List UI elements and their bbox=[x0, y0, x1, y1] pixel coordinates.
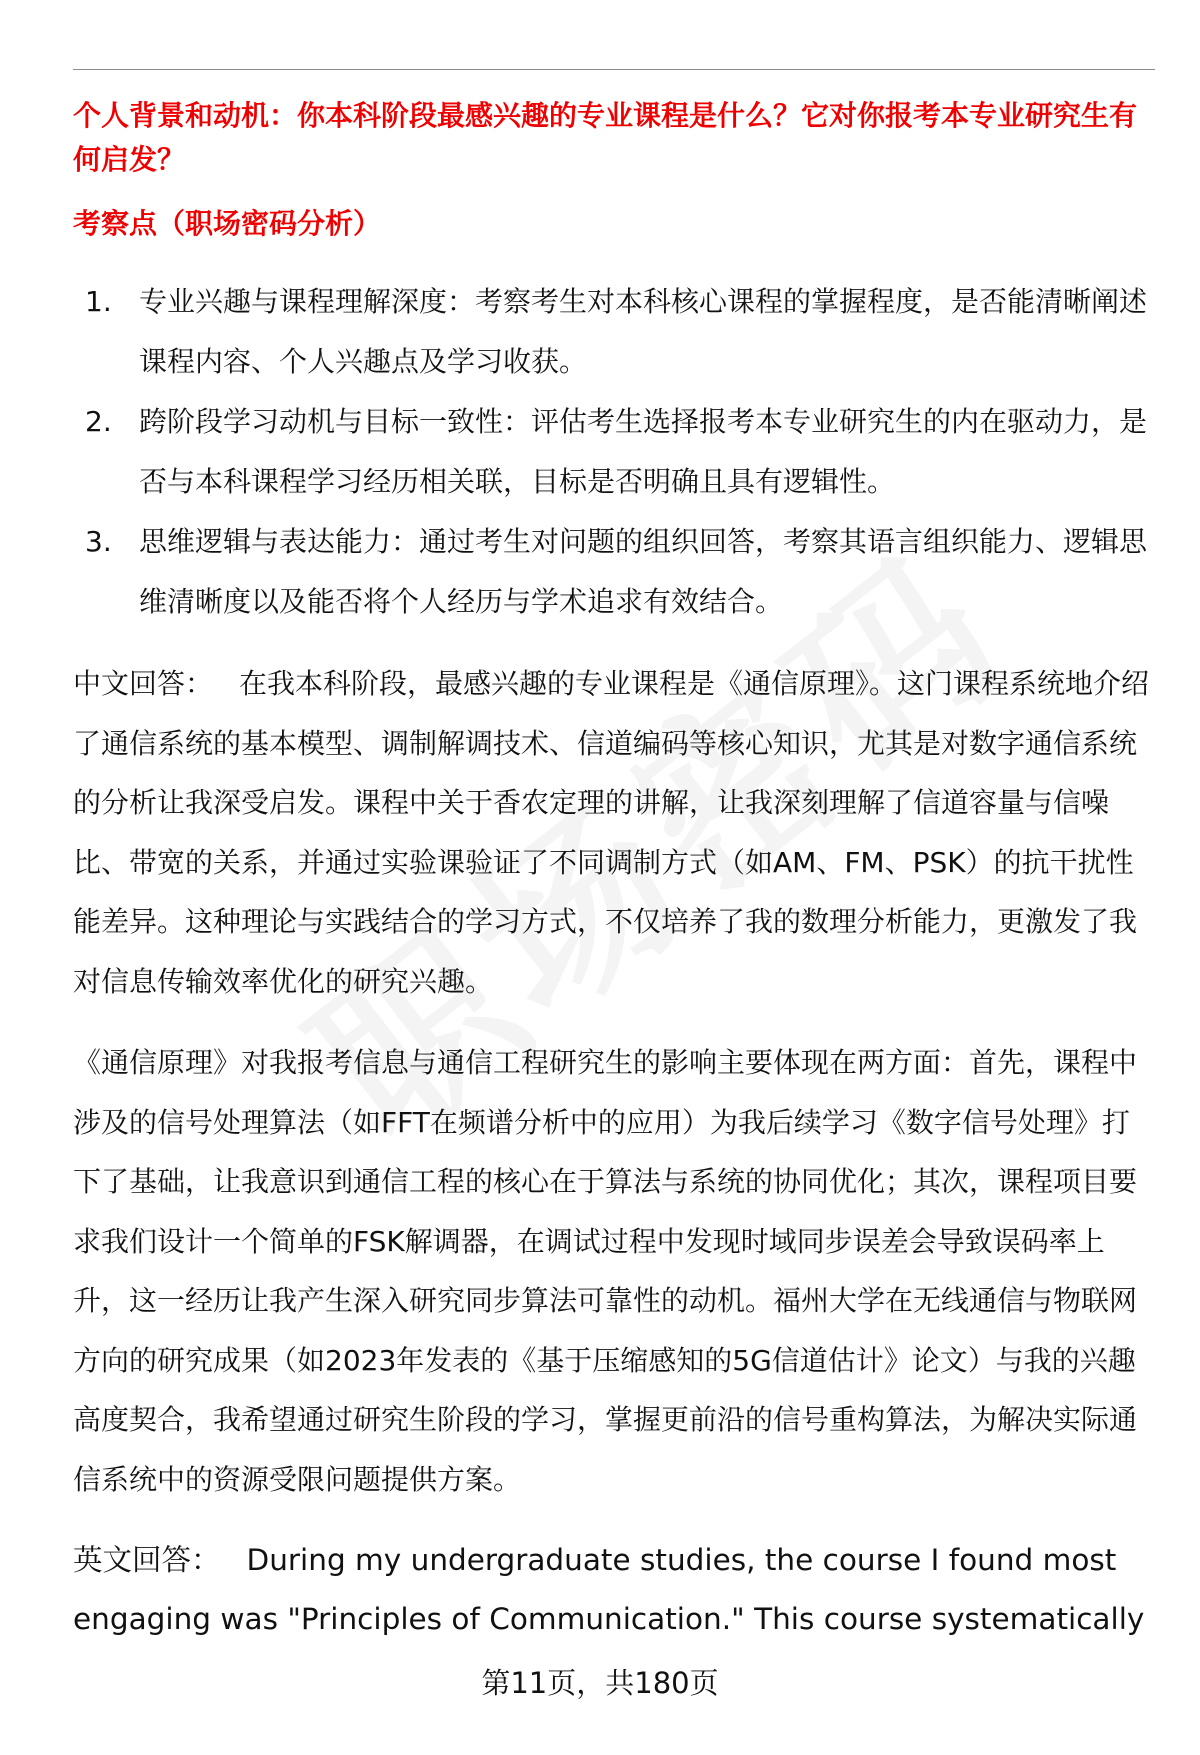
english-answer-paragraph bbox=[73, 1531, 1155, 1649]
assessment-points-list bbox=[73, 272, 1155, 632]
list-item bbox=[73, 272, 1155, 392]
english-answer-label: 英文回答： bbox=[73, 1543, 221, 1577]
list-item bbox=[73, 512, 1155, 632]
header-divider bbox=[73, 69, 1155, 70]
list-item-text: 专业兴趣与课程理解深度：考察考生对本科核心课程的掌握程度，是否能清晰阐述课程内容、个人兴趣点及学习收获。 bbox=[139, 285, 1148, 378]
list-item-number: 2. bbox=[85, 405, 112, 438]
chinese-answer-paragraph bbox=[73, 654, 1155, 1011]
document-body bbox=[73, 94, 1155, 1649]
chinese-answer-text: 在我本科阶段，最感兴趣的专业课程是《通信原理》。这门课程系统地介绍了通信系统的基本模型、调制解调技术、信道编码等核心知识，尤其是对数字通信系统的分析让我深受启发。课程中关于香农定理的讲解，让我深刻理解了信道容量与信噪比、带宽的关系，并通过实验课验证了不同调制方式（如AM、FM、PSK）的抗干扰性能差异。这种理论与实践结合的学习方式，不仅培养了我的数理分析能力，更激发了我对信息传输效率优化的研究兴趣。 bbox=[73, 667, 1150, 998]
chinese-answer-label: 中文回答： bbox=[73, 667, 214, 700]
list-item-number: 3. bbox=[85, 525, 112, 558]
list-item-text: 思维逻辑与表达能力：通过考生对问题的组织回答，考察其语言组织能力、逻辑思维清晰度以及能否将个人经历与学术追求有效结合。 bbox=[139, 525, 1148, 618]
influence-paragraph: 《通信原理》对我报考信息与通信工程研究生的影响主要体现在两方面：首先，课程中涉及的信号处理算法（如FFT在频谱分析中的应用）为我后续学习《数字信号处理》打下了基础，让我意识到通信工程的核心在于算法与系统的协同优化；其次，课程项目要求我们设计一个简单的FSK解调器，在调试过程中发现时域同步误差会导致误码率上升，这一经历让我产生深入研究同步算法可靠性的动机。福州大学在无线通信与物联网方向的研究成果（如2023年发表的《基于压缩感知的5G信道估计》论文）与我的兴趣高度契合，我希望通过研究生阶段的学习，掌握更前沿的信号重构算法，为解决实际通信系统中的资源受限问题提供方案。 bbox=[73, 1046, 1138, 1496]
assessment-heading: 考察点（职场密码分析） bbox=[73, 207, 382, 240]
page-number-footer: 第11页，共180页 bbox=[481, 1666, 719, 1700]
list-item bbox=[73, 392, 1155, 512]
list-item-number: 1. bbox=[85, 285, 112, 318]
list-item-text: 跨阶段学习动机与目标一致性：评估考生选择报考本专业研究生的内在驱动力，是否与本科课程学习经历相关联，目标是否明确且具有逻辑性。 bbox=[139, 405, 1148, 498]
question-heading: 个人背景和动机：你本科阶段最感兴趣的专业课程是什么？它对你报考本专业研究生有何启发？ bbox=[73, 99, 1138, 176]
english-answer-text: During my undergraduate studies, the course I found most engaging was "Principles of Communication." This course systematically bbox=[73, 1543, 1145, 1636]
